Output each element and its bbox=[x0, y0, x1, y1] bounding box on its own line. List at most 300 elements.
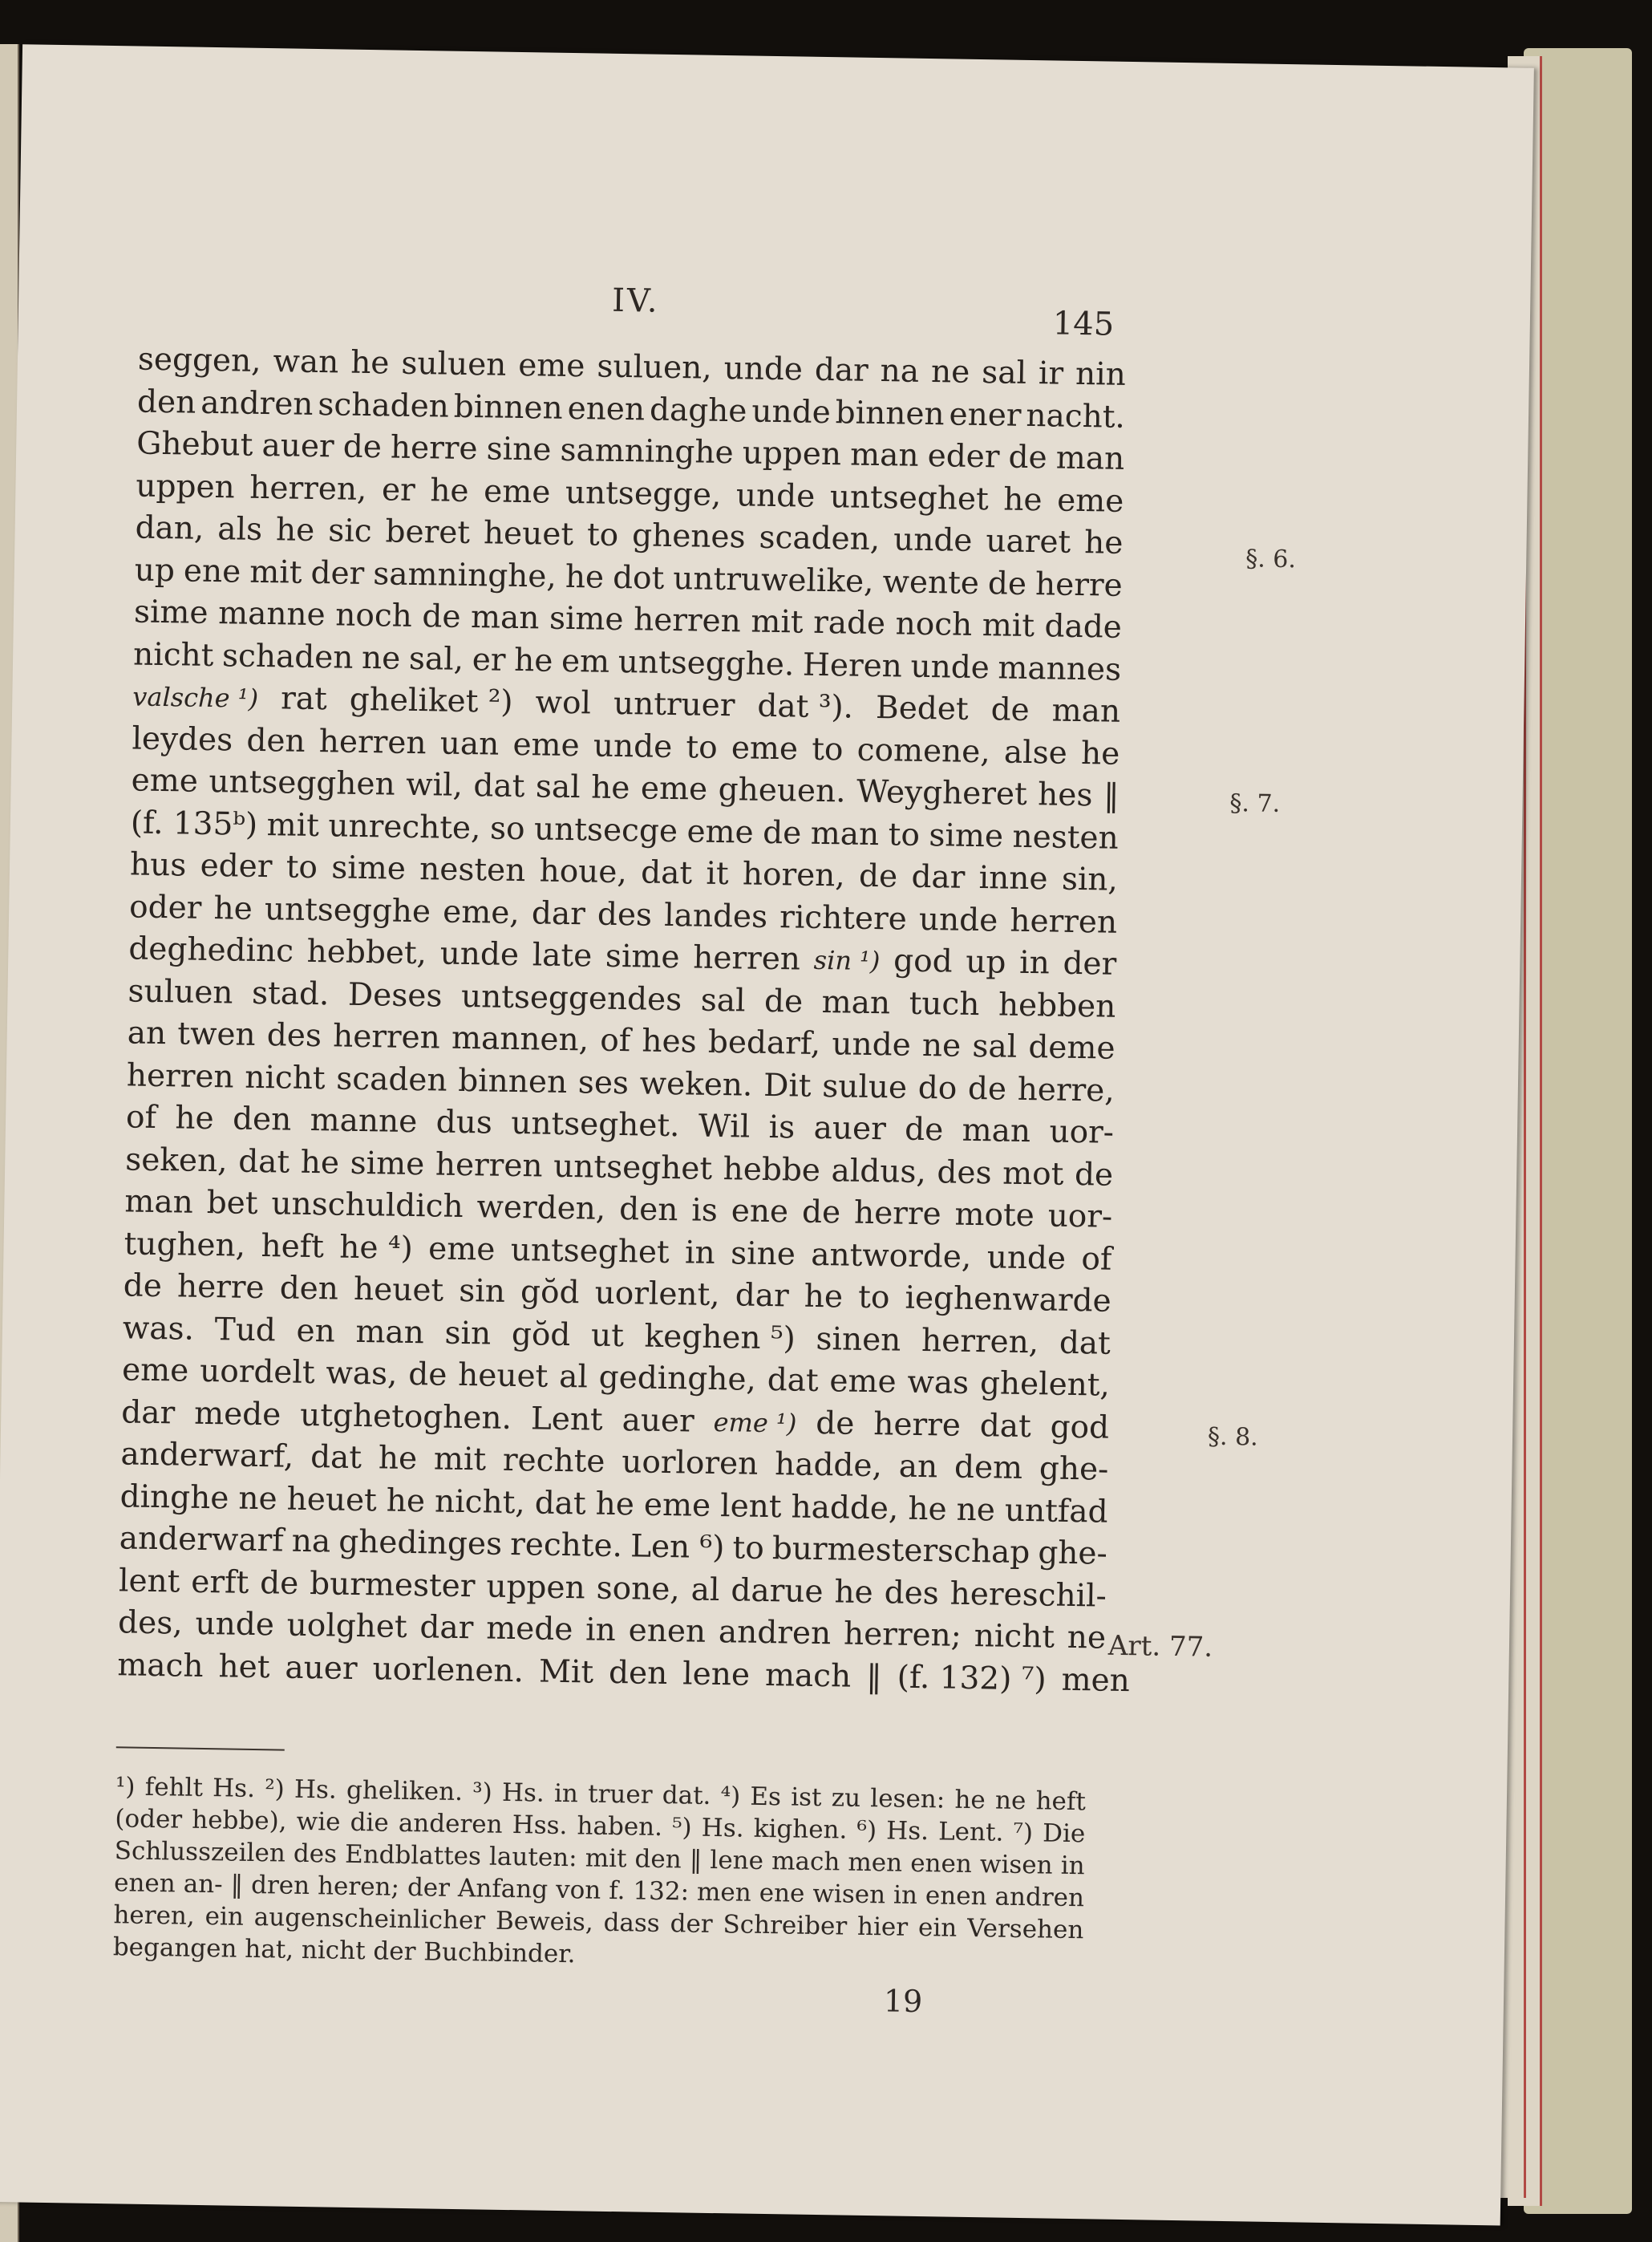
word: seken, bbox=[124, 1141, 228, 1179]
word: oder bbox=[128, 888, 202, 926]
word: untseghet. bbox=[510, 1105, 680, 1145]
word: hebbe bbox=[723, 1150, 821, 1189]
word: dat bbox=[534, 1484, 587, 1522]
word: herre bbox=[873, 1405, 962, 1444]
word: burmester bbox=[309, 1565, 476, 1604]
word: mannes bbox=[998, 649, 1122, 688]
margin-note-section-6: §. 6. bbox=[1245, 545, 1297, 574]
word: ses bbox=[577, 1064, 630, 1101]
word: twen bbox=[177, 1016, 256, 1053]
word: ne bbox=[361, 639, 401, 677]
signature-mark: 19 bbox=[883, 1983, 923, 2020]
word: samninghe, bbox=[372, 555, 557, 595]
word: sal, bbox=[408, 640, 464, 678]
word: late bbox=[532, 937, 593, 975]
word: binnen bbox=[453, 388, 564, 427]
word: aldus, bbox=[831, 1152, 927, 1190]
word: uor- bbox=[1047, 1198, 1113, 1235]
footnote-separator bbox=[116, 1746, 285, 1750]
word: hus bbox=[129, 846, 187, 884]
word: antworde, bbox=[810, 1236, 972, 1275]
word: sine bbox=[730, 1235, 796, 1273]
word: Heren bbox=[802, 647, 903, 685]
word: horen, bbox=[742, 856, 846, 894]
word: to bbox=[586, 517, 619, 553]
word: noch bbox=[334, 597, 413, 634]
word: dat bbox=[767, 1361, 819, 1399]
word: man bbox=[810, 815, 880, 853]
word: de bbox=[987, 565, 1027, 602]
word: dat bbox=[310, 1439, 362, 1477]
word: he ⁴) bbox=[338, 1229, 414, 1267]
word: nicht bbox=[244, 1059, 326, 1097]
word: sal bbox=[700, 982, 746, 1019]
word: mach bbox=[764, 1656, 852, 1695]
word: ghenes bbox=[631, 517, 746, 556]
word: Len ⁶) bbox=[630, 1528, 725, 1567]
word: mit bbox=[266, 806, 320, 844]
word: herre, bbox=[1017, 1071, 1116, 1109]
word: dus bbox=[435, 1104, 493, 1141]
word: der bbox=[1063, 945, 1117, 983]
word: de bbox=[259, 1564, 299, 1602]
word: nicht, bbox=[434, 1482, 526, 1521]
running-head: IV. bbox=[611, 282, 660, 320]
word: gŏd bbox=[520, 1274, 580, 1312]
word: den bbox=[246, 722, 306, 760]
word: rechte bbox=[502, 1441, 605, 1480]
word: up bbox=[966, 943, 1006, 981]
word: unde bbox=[723, 350, 804, 388]
word: (f. 132) ⁷) bbox=[897, 1659, 1047, 1697]
word: manne bbox=[217, 595, 326, 634]
word: man bbox=[124, 1183, 194, 1221]
word: na bbox=[291, 1522, 331, 1560]
word: dat bbox=[237, 1143, 290, 1181]
word: eme bbox=[483, 472, 551, 511]
word: wil, bbox=[405, 766, 464, 804]
word: unde bbox=[832, 1026, 912, 1064]
word: herren bbox=[126, 1056, 234, 1095]
word: men bbox=[1061, 1661, 1131, 1699]
word: uorloren bbox=[621, 1444, 759, 1482]
word: utghetoghen. bbox=[299, 1397, 512, 1437]
word: gheuen. bbox=[718, 771, 846, 810]
word: sin bbox=[444, 1315, 492, 1352]
word: he bbox=[300, 1144, 340, 1182]
word: sine bbox=[486, 431, 552, 468]
word: untsecge bbox=[533, 810, 678, 849]
word: eme bbox=[643, 1486, 711, 1524]
word: dot bbox=[612, 559, 665, 597]
word: to bbox=[285, 849, 318, 886]
word: uor- bbox=[1049, 1113, 1115, 1151]
word: man bbox=[1055, 440, 1125, 477]
word: de bbox=[123, 1267, 163, 1305]
word: uordelt bbox=[199, 1352, 315, 1392]
word: ghe- bbox=[1038, 1535, 1108, 1572]
word: untseghet bbox=[829, 478, 990, 517]
word: dat ³). bbox=[757, 687, 854, 726]
word: is bbox=[768, 1109, 796, 1146]
word: lent bbox=[118, 1562, 180, 1600]
word: untruer bbox=[613, 685, 735, 724]
word: unschuldich bbox=[271, 1186, 464, 1226]
word: comene, bbox=[856, 732, 991, 770]
word: sic bbox=[327, 513, 372, 550]
word: de bbox=[1008, 439, 1048, 476]
word: scaden, bbox=[759, 519, 881, 558]
word: sime bbox=[350, 1145, 425, 1182]
word: schaden bbox=[221, 637, 354, 676]
word: andren bbox=[718, 1614, 832, 1652]
word: suluen bbox=[401, 345, 507, 383]
word: he bbox=[350, 344, 390, 382]
word: em bbox=[561, 643, 610, 680]
word: het bbox=[218, 1648, 270, 1685]
word: he bbox=[1083, 525, 1124, 562]
word: eme bbox=[1056, 482, 1124, 520]
word: seggen, bbox=[137, 341, 261, 379]
word: eme bbox=[686, 813, 755, 851]
word: den bbox=[608, 1654, 668, 1692]
word: herren; bbox=[843, 1616, 962, 1654]
word: gheliket ²) bbox=[349, 681, 513, 720]
word: rade bbox=[812, 604, 886, 643]
word: dar bbox=[120, 1393, 176, 1431]
word: ‖ bbox=[865, 1658, 883, 1695]
word: sime bbox=[549, 600, 624, 639]
word: eme bbox=[517, 347, 585, 385]
word: nacht. bbox=[1026, 397, 1126, 436]
word: hebben bbox=[998, 986, 1116, 1025]
word: eme bbox=[640, 770, 708, 808]
word: des bbox=[266, 1017, 322, 1055]
word: he bbox=[565, 558, 605, 596]
margin-note-section-7: §. 7. bbox=[1229, 789, 1281, 818]
word: to bbox=[888, 816, 921, 853]
word: al bbox=[690, 1571, 720, 1608]
word: ne bbox=[956, 1491, 996, 1528]
word: untfad bbox=[1004, 1492, 1108, 1530]
word: bedarf, bbox=[707, 1024, 821, 1062]
word: de bbox=[1074, 1156, 1114, 1194]
word: he bbox=[513, 642, 553, 679]
word: is bbox=[690, 1192, 719, 1229]
word: it bbox=[706, 855, 729, 893]
word: auer bbox=[285, 1649, 358, 1687]
word: sin ¹) bbox=[813, 944, 881, 977]
word: wol bbox=[535, 684, 592, 722]
word: man bbox=[355, 1313, 425, 1351]
word: enen bbox=[628, 1612, 707, 1650]
word: untsegghe bbox=[264, 890, 431, 930]
word: untseghet bbox=[553, 1148, 713, 1187]
word: dar bbox=[735, 1277, 790, 1315]
word: god bbox=[1050, 1409, 1110, 1446]
word: man bbox=[1051, 692, 1121, 730]
word: werden, bbox=[476, 1189, 606, 1227]
word: heft bbox=[261, 1227, 325, 1265]
word: uan bbox=[439, 724, 500, 763]
word: mit bbox=[433, 1441, 487, 1478]
word: burmesterschap bbox=[771, 1530, 1030, 1571]
word: de bbox=[762, 814, 802, 852]
word: herre bbox=[853, 1194, 941, 1233]
word: Wil bbox=[698, 1108, 751, 1145]
word: (f. 135ᵇ) bbox=[130, 804, 258, 843]
word: dar bbox=[814, 351, 869, 389]
word: unde bbox=[893, 521, 973, 559]
word: Ghebut bbox=[136, 425, 253, 464]
word: dat bbox=[640, 854, 693, 892]
word: suluen, bbox=[597, 348, 713, 387]
word: rat bbox=[280, 680, 328, 718]
word: landes bbox=[663, 897, 768, 935]
word: tughen, bbox=[123, 1225, 246, 1264]
word: de bbox=[858, 857, 898, 895]
word: mot bbox=[1002, 1155, 1064, 1193]
word: ieghenwarde bbox=[905, 1279, 1112, 1320]
word: beret bbox=[385, 513, 471, 552]
word: unde bbox=[735, 476, 816, 515]
word: Bedet bbox=[875, 690, 969, 728]
word: sone, bbox=[596, 1570, 681, 1608]
word: was bbox=[907, 1364, 970, 1401]
word: god bbox=[893, 943, 953, 980]
word: den bbox=[618, 1191, 678, 1229]
word: uorlent, bbox=[594, 1275, 721, 1314]
word: des, bbox=[117, 1604, 184, 1642]
word: richtere bbox=[779, 898, 908, 938]
word: uppen bbox=[742, 435, 842, 473]
word: hereschil- bbox=[949, 1575, 1107, 1615]
word: weken. bbox=[639, 1064, 753, 1104]
word: he bbox=[213, 890, 253, 927]
word: in bbox=[684, 1234, 716, 1271]
word: heuet bbox=[353, 1271, 444, 1309]
word: eme bbox=[512, 726, 581, 764]
word: keghen ⁵) bbox=[644, 1318, 796, 1357]
word: hadde, bbox=[791, 1488, 899, 1527]
word: inne bbox=[978, 860, 1048, 898]
word: mach bbox=[117, 1646, 204, 1685]
word: unde bbox=[195, 1605, 275, 1644]
word: ne bbox=[238, 1480, 278, 1517]
word: dan, bbox=[135, 509, 204, 547]
word: he bbox=[1002, 480, 1043, 518]
word: eme, bbox=[442, 894, 520, 931]
word: so bbox=[489, 809, 525, 847]
book-page bbox=[0, 44, 1534, 2225]
word: deme bbox=[1028, 1029, 1116, 1067]
word: sime bbox=[605, 938, 680, 976]
word: ghe- bbox=[1039, 1450, 1109, 1488]
word: en bbox=[296, 1312, 336, 1350]
word: als bbox=[217, 511, 263, 548]
word: gŏd bbox=[511, 1316, 571, 1353]
word: de bbox=[422, 598, 461, 635]
word: mote bbox=[954, 1196, 1035, 1235]
word: sin bbox=[458, 1272, 506, 1310]
word: hes bbox=[1037, 776, 1093, 814]
word: heuet bbox=[483, 515, 574, 553]
word: rechte. bbox=[509, 1526, 623, 1565]
word: unde bbox=[910, 648, 990, 686]
word: nin bbox=[1075, 355, 1127, 393]
word: erft bbox=[191, 1563, 249, 1601]
word: binnen bbox=[457, 1062, 568, 1101]
word: do bbox=[917, 1069, 958, 1107]
word: untsegge, bbox=[565, 474, 722, 513]
word: de bbox=[763, 983, 804, 1020]
word: ‖ bbox=[1103, 777, 1120, 814]
word: herre bbox=[1035, 566, 1124, 604]
word: enen bbox=[567, 390, 646, 428]
word: he bbox=[804, 1278, 844, 1316]
word: ene bbox=[183, 552, 241, 590]
word: he bbox=[430, 472, 469, 509]
word: an bbox=[127, 1015, 167, 1052]
word: he bbox=[1080, 735, 1120, 772]
word: unde bbox=[751, 393, 832, 431]
word: unrechte, bbox=[328, 807, 481, 846]
word: eme bbox=[131, 762, 199, 800]
word: valsche ¹) bbox=[132, 681, 259, 714]
word: dar bbox=[531, 894, 586, 932]
word: was. bbox=[122, 1309, 195, 1348]
word: untsegghe. bbox=[617, 643, 795, 683]
word: man bbox=[849, 436, 919, 474]
word: er bbox=[381, 471, 416, 509]
word: untsegghen bbox=[209, 763, 395, 803]
word: dat bbox=[1059, 1324, 1111, 1362]
word: sulue bbox=[821, 1068, 908, 1106]
word: man bbox=[962, 1112, 1031, 1150]
word: of bbox=[1081, 1240, 1112, 1278]
word: mit bbox=[249, 553, 302, 591]
word: den bbox=[232, 1101, 292, 1138]
word: andren bbox=[200, 384, 314, 423]
word: dar bbox=[419, 1609, 474, 1647]
word: herren bbox=[435, 1145, 543, 1185]
word: sinen bbox=[816, 1320, 901, 1359]
word: eme bbox=[121, 1352, 189, 1389]
word: Tud bbox=[214, 1311, 277, 1348]
word: tuch bbox=[909, 985, 980, 1023]
word: he bbox=[834, 1573, 874, 1611]
word: den bbox=[279, 1270, 339, 1307]
word: hes bbox=[642, 1023, 698, 1060]
word: suluen bbox=[128, 972, 233, 1011]
word: mede bbox=[193, 1395, 281, 1433]
word: sal bbox=[972, 1028, 1018, 1065]
word: binnen bbox=[835, 394, 945, 432]
word: ghelent, bbox=[979, 1365, 1111, 1404]
word: der bbox=[310, 554, 365, 592]
word: lent bbox=[719, 1487, 782, 1525]
word: eme bbox=[731, 729, 799, 767]
word: anderwarf bbox=[119, 1520, 284, 1559]
word: al bbox=[558, 1358, 589, 1396]
word: scaden bbox=[335, 1060, 447, 1099]
word: he bbox=[590, 769, 630, 807]
word: Mit bbox=[538, 1653, 594, 1691]
word: eme bbox=[427, 1230, 496, 1268]
word: unde bbox=[986, 1239, 1067, 1277]
word: des bbox=[937, 1153, 992, 1191]
word: uolghet bbox=[286, 1607, 407, 1645]
word: an bbox=[898, 1448, 938, 1486]
word: alse bbox=[1003, 734, 1068, 772]
word: ir bbox=[1038, 355, 1064, 392]
word: uaret bbox=[986, 523, 1071, 561]
word: Deses bbox=[347, 976, 443, 1015]
body-text bbox=[117, 339, 1131, 1702]
word: of bbox=[599, 1022, 631, 1060]
word: lene bbox=[682, 1655, 751, 1693]
word: leydes bbox=[132, 720, 233, 758]
word: to bbox=[732, 1530, 765, 1567]
word: er bbox=[472, 641, 506, 679]
word: dar bbox=[911, 858, 966, 896]
word: sin, bbox=[1061, 861, 1119, 898]
word: uppen bbox=[486, 1568, 586, 1606]
word: houe, bbox=[539, 853, 628, 891]
word: de bbox=[904, 1111, 944, 1149]
word: auer bbox=[261, 427, 334, 465]
word: manne bbox=[310, 1101, 418, 1141]
word: de bbox=[407, 1356, 447, 1393]
word: deghedinc bbox=[128, 930, 294, 970]
word: untseggendes bbox=[460, 978, 682, 1018]
word: herren bbox=[1010, 902, 1118, 941]
word: in bbox=[1018, 944, 1051, 982]
word: to bbox=[686, 728, 719, 766]
word: sime bbox=[133, 594, 209, 631]
word: unde bbox=[593, 727, 673, 765]
word: wente bbox=[882, 563, 980, 602]
word: unde bbox=[439, 935, 520, 974]
word: up bbox=[134, 551, 176, 589]
word: samninghe bbox=[560, 432, 734, 472]
word: auer bbox=[813, 1109, 887, 1148]
word: herren bbox=[318, 723, 427, 761]
word: eder bbox=[200, 847, 273, 886]
margin-note-section-8: §. 8. bbox=[1207, 1422, 1259, 1452]
word: herre bbox=[176, 1268, 265, 1307]
word: dat bbox=[979, 1407, 1032, 1445]
word: he bbox=[378, 1440, 418, 1478]
word: eder bbox=[927, 437, 1000, 476]
word: de bbox=[990, 691, 1030, 729]
word: he bbox=[275, 512, 315, 549]
word: herren bbox=[332, 1018, 441, 1056]
word: dat bbox=[473, 768, 525, 805]
word: he bbox=[908, 1490, 947, 1528]
word: Weygheret bbox=[856, 773, 1028, 813]
word: he bbox=[175, 1100, 215, 1137]
word: to bbox=[811, 731, 844, 768]
word: des bbox=[597, 896, 653, 934]
word: herren, bbox=[921, 1322, 1039, 1360]
word: wan bbox=[273, 343, 339, 381]
word: dade bbox=[1044, 608, 1123, 646]
word: he bbox=[595, 1486, 635, 1522]
word: schaden bbox=[318, 386, 450, 425]
page-number: 145 bbox=[1052, 305, 1115, 343]
word: hadde, bbox=[774, 1446, 883, 1485]
